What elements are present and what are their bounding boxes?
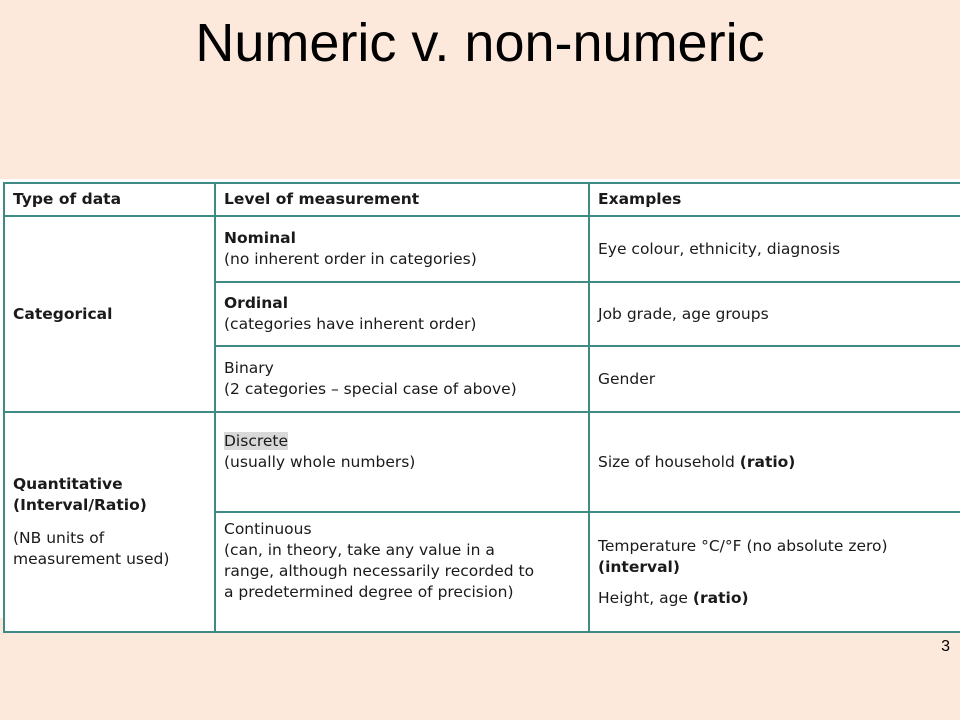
example-scale: (ratio) xyxy=(692,588,749,607)
type-quantitative-note xyxy=(13,528,206,570)
type-quantitative xyxy=(4,412,215,632)
table-header-row xyxy=(4,183,960,216)
level-description: (categories have inherent order) xyxy=(224,315,477,333)
type-quantitative-sublabel: (Interval/Ratio) xyxy=(13,496,147,514)
level-title: Binary xyxy=(224,359,274,377)
data-types-table xyxy=(3,182,960,633)
header-examples: Examples xyxy=(589,183,960,216)
header-type-of-data: Type of data xyxy=(4,183,215,216)
header-level-of-measurement: Level of measurement xyxy=(215,183,589,216)
example-scale: (ratio) xyxy=(739,452,796,471)
example-second xyxy=(598,588,957,609)
example-cell: Eye colour, ethnicity, diagnosis xyxy=(589,216,960,282)
level-title-highlighted: Discrete xyxy=(224,432,289,450)
page-number: 3 xyxy=(941,638,950,655)
slide-title: Numeric v. non-numeric xyxy=(195,13,765,73)
level-description: (2 categories – special case of above) xyxy=(224,380,517,398)
example-cell xyxy=(589,512,960,632)
example-cell: Gender xyxy=(589,346,960,412)
level-description: (no inherent order in categories) xyxy=(224,250,477,268)
level-cell xyxy=(215,346,589,412)
level-cell xyxy=(215,282,589,346)
level-title: Ordinal xyxy=(224,294,289,312)
table-row xyxy=(4,412,960,512)
level-description-line-3: a predetermined degree of precision) xyxy=(224,583,514,601)
data-types-table-container xyxy=(0,179,960,618)
example-cell: Job grade, age groups xyxy=(589,282,960,346)
level-cell xyxy=(215,216,589,282)
level-description: (usually whole numbers) xyxy=(224,453,416,471)
note-line-2: measurement used) xyxy=(13,550,170,568)
table-row xyxy=(4,216,960,282)
example-scale: (interval) xyxy=(598,557,680,576)
example-cell xyxy=(589,412,960,512)
type-quantitative-label: Quantitative xyxy=(13,475,123,493)
level-cell xyxy=(215,512,589,632)
example-text: Height, age xyxy=(598,588,688,607)
level-title: Nominal xyxy=(224,229,296,247)
level-description-line-1: (can, in theory, take any value in a xyxy=(224,541,495,559)
example-text: Size of household xyxy=(598,452,735,471)
level-cell xyxy=(215,412,589,512)
note-line-1: (NB units of xyxy=(13,529,105,547)
example-text: Temperature °C/°F (no absolute zero) xyxy=(598,536,888,555)
type-categorical: Categorical xyxy=(4,216,215,412)
level-title: Continuous xyxy=(224,520,312,538)
level-description-line-2: range, although necessarily recorded to xyxy=(224,562,535,580)
